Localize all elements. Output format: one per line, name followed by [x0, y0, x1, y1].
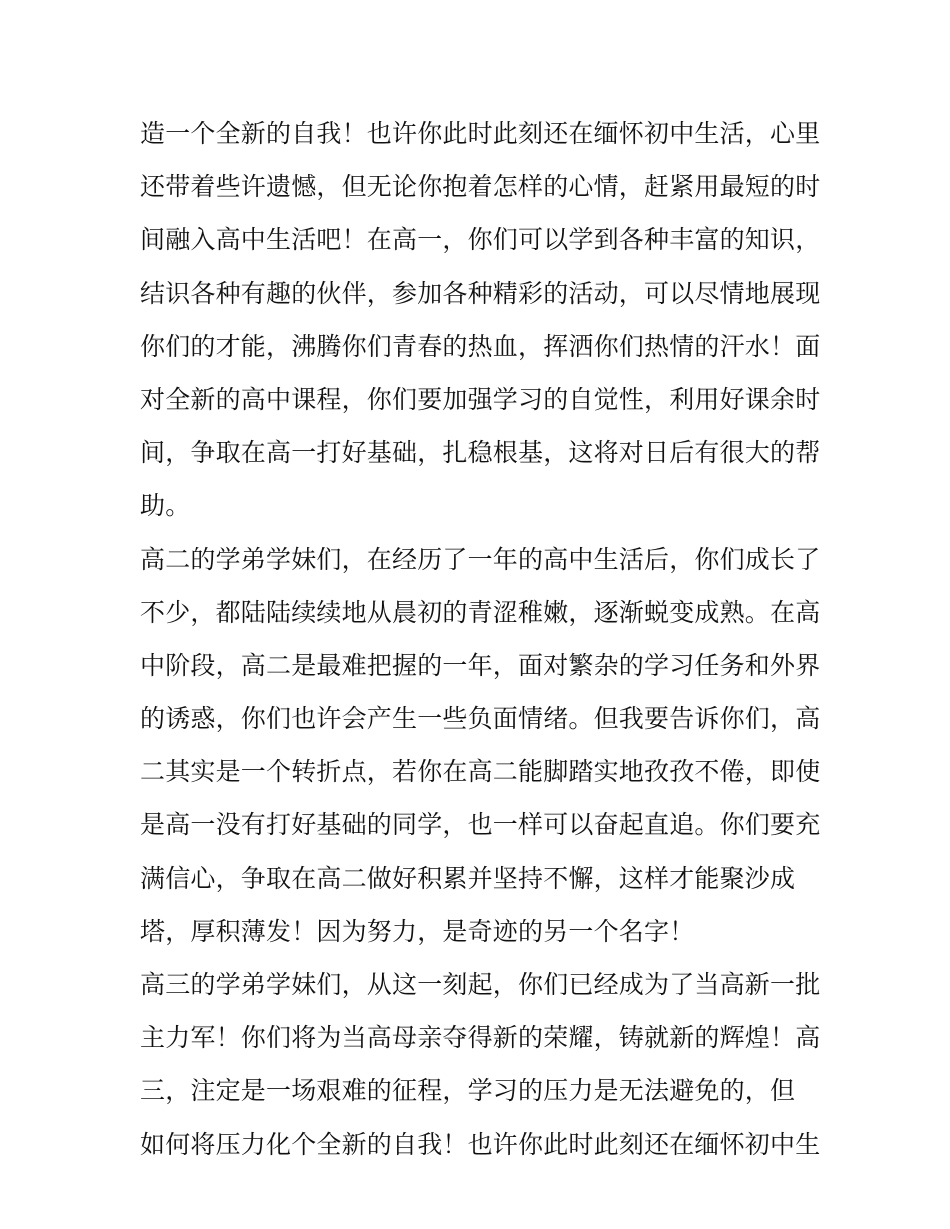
text-line: 二其实是一个转折点，若你在高二能脚踏实地孜孜不倦，即使 — [140, 757, 820, 787]
text-line: 高二的学弟学妹们，在经历了一年的高中生活后，你们成长了 — [140, 544, 820, 574]
text-line: 结识各种有趣的伙伴，参加各种精彩的活动，可以尽情地展现 — [140, 278, 820, 308]
text-line: 对全新的高中课程，你们要加强学习的自觉性，利用好课余时 — [140, 384, 820, 414]
text-line: 造一个全新的自我！也许你此时此刻还在缅怀初中生活，心里 — [140, 119, 820, 148]
text-line: 三，注定是一场艰难的征程，学习的压力是无法避免的，但 — [140, 1076, 796, 1106]
text-line: 主力军！你们将为当高母亲夺得新的荣耀，铸就新的辉煌！高 — [140, 1023, 820, 1053]
text-line: 不少，都陆陆续续地从晨初的青涩稚嫩，逐渐蜕变成熟。在高 — [140, 597, 820, 627]
text-line: 的诱惑，你们也许会产生一些负面情绪。但我要告诉你们，高 — [140, 704, 820, 734]
text-line: 间融入高中生活吧！在高一，你们可以学到各种丰富的知识， — [140, 225, 820, 255]
text-line: 还带着些许遗憾，但无论你抱着怎样的心情，赶紧用最短的时 — [140, 172, 820, 202]
body-text — [140, 107, 820, 1171]
text-line: 助。 — [140, 491, 191, 521]
text-line: 是高一没有打好基础的同学，也一样可以奋起直追。你们要充 — [140, 810, 820, 840]
text-line: 中阶段，高二是最难把握的一年，面对繁杂的学习任务和外界 — [140, 650, 820, 680]
text-line: 满信心，争取在高二做好积累并坚持不懈，这样才能聚沙成 — [140, 863, 796, 893]
text-line: 间，争取在高一打好基础，扎稳根基，这将对日后有很大的帮 — [140, 438, 820, 468]
text-line: 你们的才能，沸腾你们青春的热血，挥洒你们热情的汗水！面 — [140, 331, 820, 361]
text-line: 如何将压力化个全新的自我！也许你此时此刻还在缅怀初中生 — [140, 1129, 820, 1159]
text-line: 塔，厚积薄发！因为努力，是奇迹的另一个名字！ — [140, 916, 695, 946]
text-line: 高三的学弟学妹们，从这一刻起，你们已经成为了当高新一批 — [140, 970, 820, 999]
